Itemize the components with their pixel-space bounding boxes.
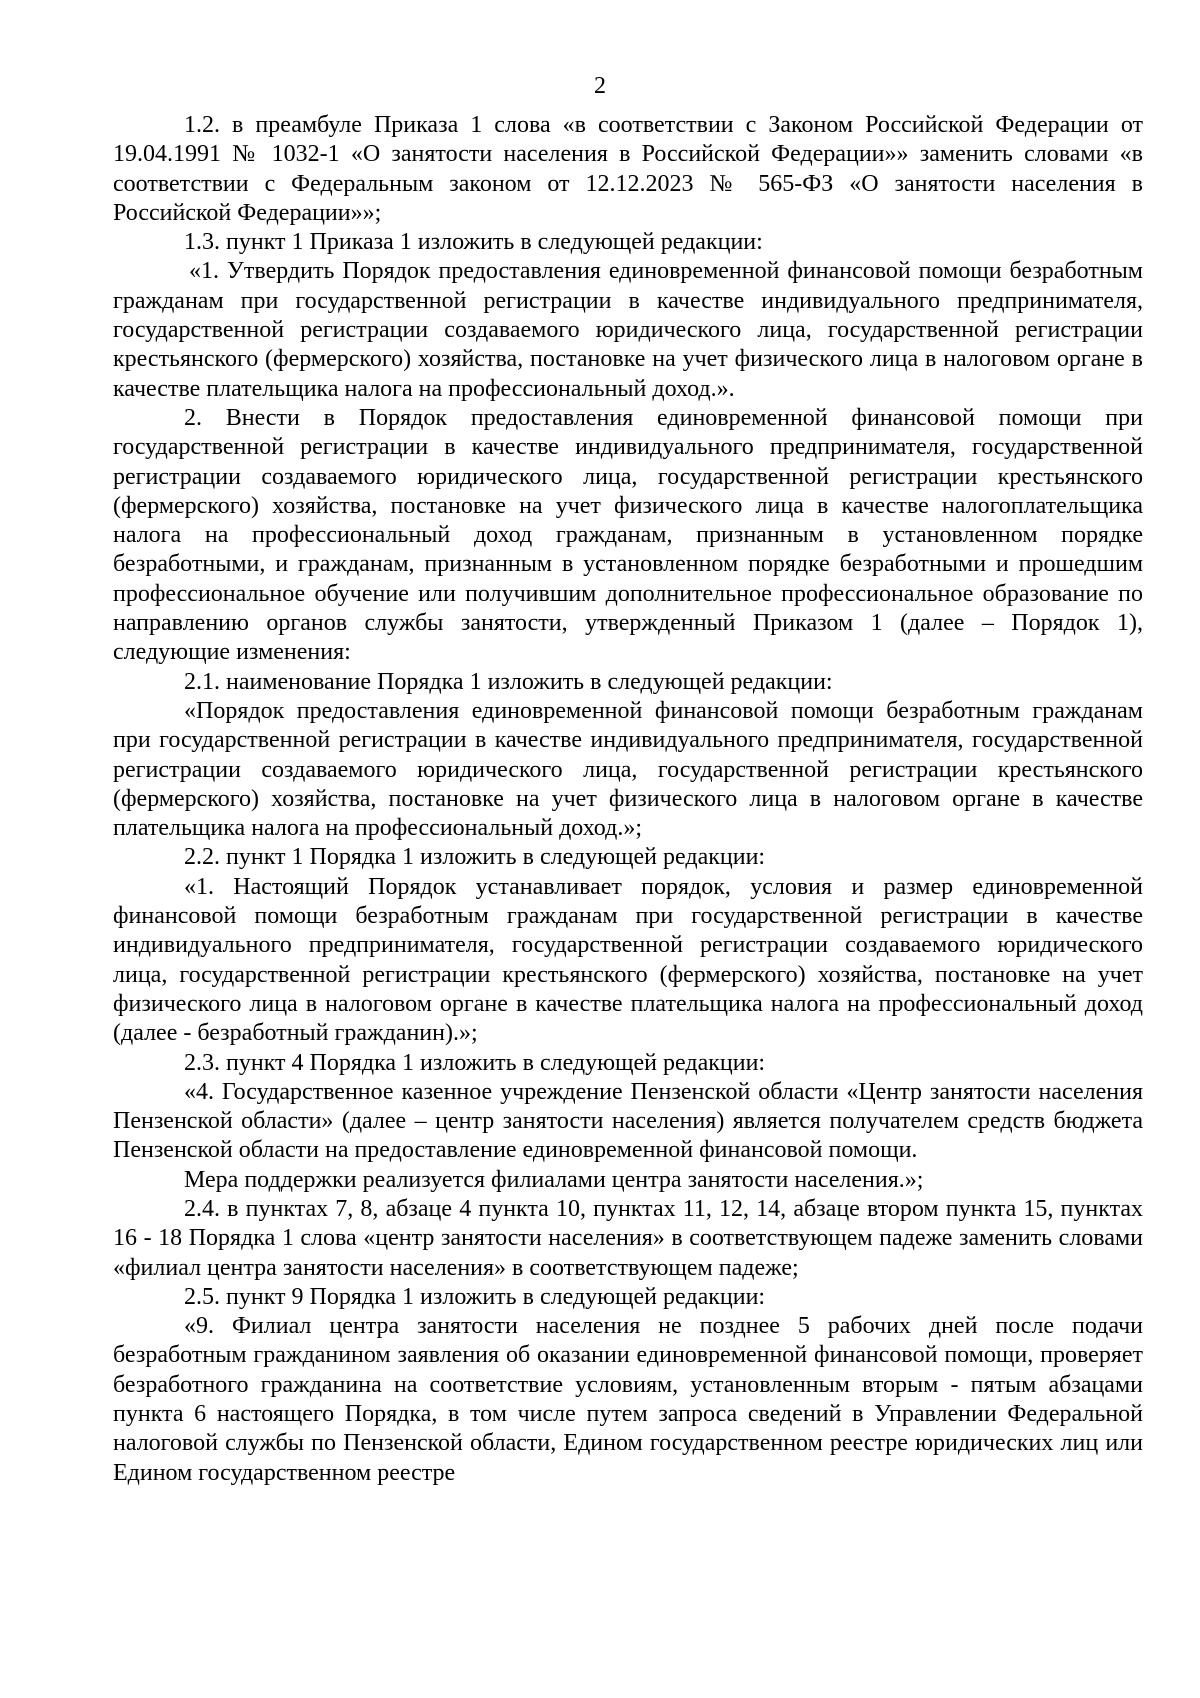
page-number: 2 [594,73,606,99]
paragraph-2: 2. Внести в Порядок предоставления единовременной финансовой помощи при государственной регистрации в качестве индивидуального предпринимателя, государственной регистрации создаваемого юридического лица, государственной регистрации крестьянского (фермерского) хозяйства, постановке на учет физического лица в качестве налогоплательщика налога на профессиональный доход гражданам, признанным в установленном порядке безработными, и гражданам, признанным в установленном порядке безработными и прошедшим профессиональное обучение или получившим дополнительное профессиональное образование по направлению органов службы занятости, утвержденный Приказом 1 (далее – Порядок 1), следующие изменения: [113,404,1143,666]
paragraph-1-3: 1.3. пункт 1 Приказа 1 изложить в следующей редакции: [184,229,763,256]
document-body [113,111,1143,1488]
paragraph-quote-point-1-order: «1. Настоящий Порядок устанавливает порядок, условия и размер единовременной финансовой помощи безработным гражданам при государственной регистрации в качестве индивидуального предпринимателя, государственной регистрации создаваемого юридического лица, государственной регистрации крестьянского (фермерского) хозяйства, постановке на учет физического лица в налоговом органе в качестве плательщика налога на профессиональный доход (далее - безработный гражданин).»; [113,873,1143,1047]
paragraph-1-2: 1.2. в преамбуле Приказа 1 слова «в соответствии с Законом Российской Федерации от 19.04.1991 № 1032-1 «О занятости населения в Российской Федерации»» заменить словами «в соответствии с Федеральным законом от 12.12.2023 № 565-ФЗ «О занятости населения в Российской Федерации»»; [113,112,1143,226]
paragraph-quote-point-1: «1. Утвердить Порядок предоставления единовременной финансовой помощи безработным гражданам при государственной регистрации в качестве индивидуального предпринимателя, государственной регистрации создаваемого юридического лица, государственной регистрации крестьянского (фермерского) хозяйства, постановке на учет физического лица в налоговом органе в качестве плательщика налога на профессиональный доход.». [113,258,1143,402]
paragraph-quote-point-4: «4. Государственное казенное учреждение Пензенской области «Центр занятости населения Пензенской области» (далее – центр занятости населения) является получателем средств бюджета Пензенской области на предоставление единовременной финансовой помощи. [113,1078,1143,1164]
paragraph-2-3: 2.3. пункт 4 Порядка 1 изложить в следующей редакции: [184,1049,766,1076]
paragraph-2-4: 2.4. в пунктах 7, 8, абзаце 4 пункта 10, пунктах 11, 12, 14, абзаце втором пункта 15, пунктах 16 - 18 Порядка 1 слова «центр занятости населения» в соответствующем падеже заменить словами «филиал центра занятости населения» в соответствующем падеже; [113,1195,1143,1281]
paragraph-2-2: 2.2. пункт 1 Порядка 1 изложить в следующей редакции: [184,844,766,871]
paragraph-support-measure: Мера поддержки реализуется филиалами центра занятости населения.»; [184,1166,924,1193]
paragraph-quote-name: «Порядок предоставления единовременной финансовой помощи безработным гражданам при государственной регистрации в качестве индивидуального предпринимателя, государственной регистрации создаваемого юридического лица, государственной регистрации крестьянского (фермерского) хозяйства, постановке на учет физического лица в налоговом органе в качестве плательщика налога на профессиональный доход.»; [113,697,1143,842]
paragraph-2-1: 2.1. наименование Порядка 1 изложить в следующей редакции: [184,668,833,695]
paragraph-quote-point-9: «9. Филиал центра занятости населения не позднее 5 рабочих дней после подачи безработным гражданином заявления об оказании единовременной финансовой помощи, проверяет безработного гражданина на соответствие условиям, установленным вторым - пятым абзацами пункта 6 настоящего Порядка, в том числе путем запроса сведений в Управлении Федеральной налоговой службы по Пензенской области, Едином государственном реестре юридических лиц или Едином государственном реестре [113,1313,1143,1486]
paragraph-2-5: 2.5. пункт 9 Порядка 1 изложить в следующей редакции: [184,1283,766,1310]
